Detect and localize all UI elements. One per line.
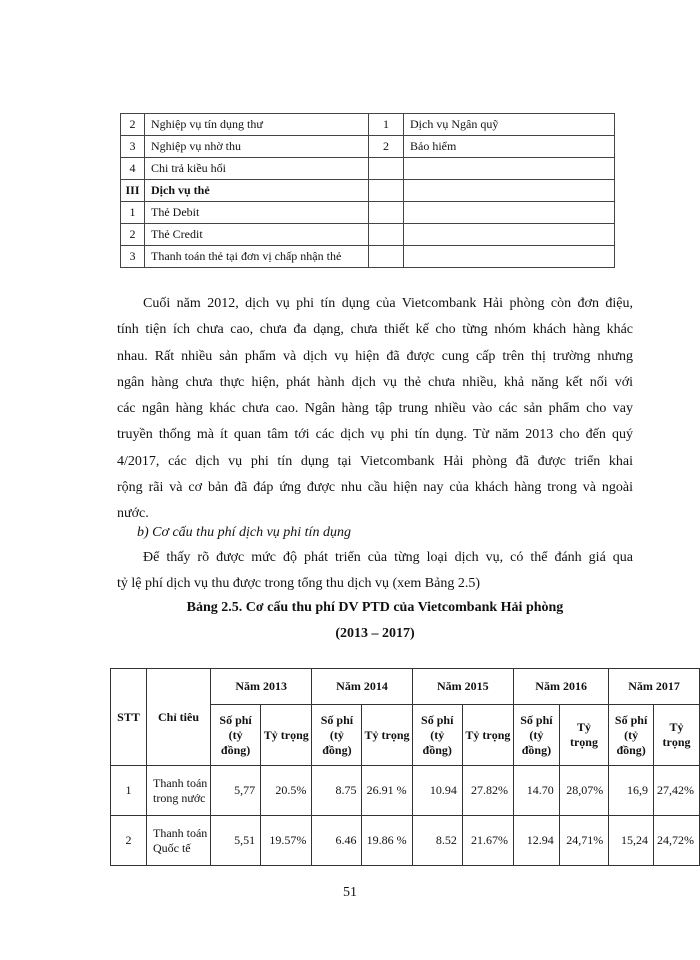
header-row [111,669,700,705]
fee-cell: 5,77 [211,766,261,816]
paragraph-table-intro [117,545,633,598]
text-line: tính tiện ích chưa cao, chưa đa dạng, chưa thiết kế cho từng nhóm khách hàng khác [117,322,633,338]
item-cell: Thanh toán Quốc tế [146,816,210,866]
fee-cell: 5,51 [211,816,261,866]
share-cell: 27,42% [654,766,700,816]
share-subheader: Tỷ trọng [462,705,513,766]
share-cell: 24,72% [654,816,700,866]
description-cell [404,246,615,268]
table-row [121,114,615,136]
stt-header: STT [111,669,147,766]
share-cell: 27.82% [462,766,513,816]
table-row [121,224,615,246]
row-number-cell: 2 [369,136,404,158]
fee-subheader: Số phí (tỷ đồng) [211,705,261,766]
table-row [121,246,615,268]
fee-cell: 6.46 [312,816,362,866]
text-line: Cuối năm 2012, dịch vụ phi tín dụng của Vietcombank Hải phòng còn đơn điệu, [143,296,633,311]
description-cell: Dịch vụ Ngân quỹ [404,114,615,136]
row-number-cell: III [121,180,145,202]
text-line: nước. [117,506,149,522]
stt-cell: 1 [111,766,147,816]
paragraph-intro [117,291,633,528]
text-line: nhau. Rất nhiều sản phẩm và dịch vụ hiện đã được cung cấp trên thị trường nhưng [117,348,633,364]
fee-cell: 15,24 [609,816,654,866]
row-number-cell: 1 [121,202,145,224]
row-number-cell [369,224,404,246]
table-row [121,136,615,158]
item-cell: Thanh toán trong nước [146,766,210,816]
year-header: Năm 2015 [412,669,513,705]
row-number-cell [369,158,404,180]
share-subheader: Tỷ trọng [261,705,312,766]
text-line: tỷ lệ phí dịch vụ thu được trong tổng thu dịch vụ (xem Bảng 2.5) [117,576,480,592]
fee-cell: 8.52 [412,816,462,866]
item-header: Chỉ tiêu [146,669,210,766]
share-cell: 26.91 % [362,766,412,816]
table-row [111,766,700,816]
fee-cell: 12.94 [514,816,560,866]
fee-cell: 10.94 [412,766,462,816]
table-row [121,158,615,180]
description-cell [404,180,615,202]
stt-cell: 2 [111,816,147,866]
table-row [121,202,615,224]
text-line: ngân hàng chưa thực hiện, phát hành dịch vụ thẻ chưa nhiều, khả năng kết nối với [117,374,633,390]
section-heading-b: b) Cơ cấu thu phí dịch vụ phi tín dụng [137,525,351,540]
text-line: Để thấy rõ được mức độ phát triển của từng loại dịch vụ, có thể đánh giá qua [143,550,633,565]
year-header: Năm 2016 [514,669,609,705]
fee-cell: 16,9 [609,766,654,816]
text-line: truyền thống mà ít quan tâm tới các dịch vụ phi tín dụng. Từ năm 2013 cho đến quý [117,427,633,443]
fee-cell: 8.75 [312,766,362,816]
share-cell: 19.57% [261,816,312,866]
description-cell: Thẻ Debit [145,202,369,224]
description-cell: Dịch vụ thẻ [145,180,369,202]
table-caption-years: (2013 – 2017) [335,626,415,641]
row-number-cell: 2 [121,114,145,136]
share-subheader: Tỷ trọng [559,705,608,766]
table-row [121,180,615,202]
description-cell: Bảo hiểm [404,136,615,158]
share-cell: 21.67% [462,816,513,866]
share-cell: 19.86 % [362,816,412,866]
fee-structure-table [110,668,700,866]
row-number-cell: 4 [121,158,145,180]
description-cell: Chi trả kiều hối [145,158,369,180]
row-number-cell [369,246,404,268]
year-header: Năm 2013 [211,669,312,705]
year-header: Năm 2014 [312,669,412,705]
fee-cell: 14.70 [514,766,560,816]
fee-subheader: Số phí (tỷ đồng) [609,705,654,766]
table-caption-title: Bảng 2.5. Cơ cấu thu phí DV PTD của Vietcombank Hải phòng [186,600,564,615]
description-cell: Nghiệp vụ nhờ thu [145,136,369,158]
fee-subheader: Số phí (tỷ đồng) [514,705,560,766]
text-line: rộng rãi và cơ bản đã đáp ứng được nhu cầu hiện nay của khách hàng trong và ngoài [117,480,633,496]
text-line: 4/2017, các dịch vụ phi tín dụng tại Vietcombank Hải phòng đã được triển khai [117,453,633,469]
table-row [111,816,700,866]
description-cell [404,202,615,224]
description-cell [404,158,615,180]
year-header: Năm 2017 [609,669,700,705]
row-number-cell [369,202,404,224]
description-cell: Nghiệp vụ tín dụng thư [145,114,369,136]
share-subheader: Tỷ trọng [362,705,412,766]
fee-subheader: Số phí (tỷ đồng) [312,705,362,766]
share-subheader: Tỷ trọng [654,705,700,766]
row-number-cell: 2 [121,224,145,246]
description-cell: Thanh toán thẻ tại đơn vị chấp nhận thẻ [145,246,369,268]
share-cell: 20.5% [261,766,312,816]
row-number-cell [369,180,404,202]
row-number-cell: 3 [121,136,145,158]
share-cell: 24,71% [559,816,608,866]
row-number-cell: 3 [121,246,145,268]
row-number-cell: 1 [369,114,404,136]
share-cell: 28,07% [559,766,608,816]
page-number: 51 [343,885,357,900]
text-line: các ngân hàng khác chưa cao. Ngân hàng tập trung nhiều vào các sản phẩm cho vay [117,401,633,417]
description-cell [404,224,615,246]
fee-subheader: Số phí (tỷ đồng) [412,705,462,766]
service-list-table [120,113,615,268]
description-cell: Thẻ Credit [145,224,369,246]
